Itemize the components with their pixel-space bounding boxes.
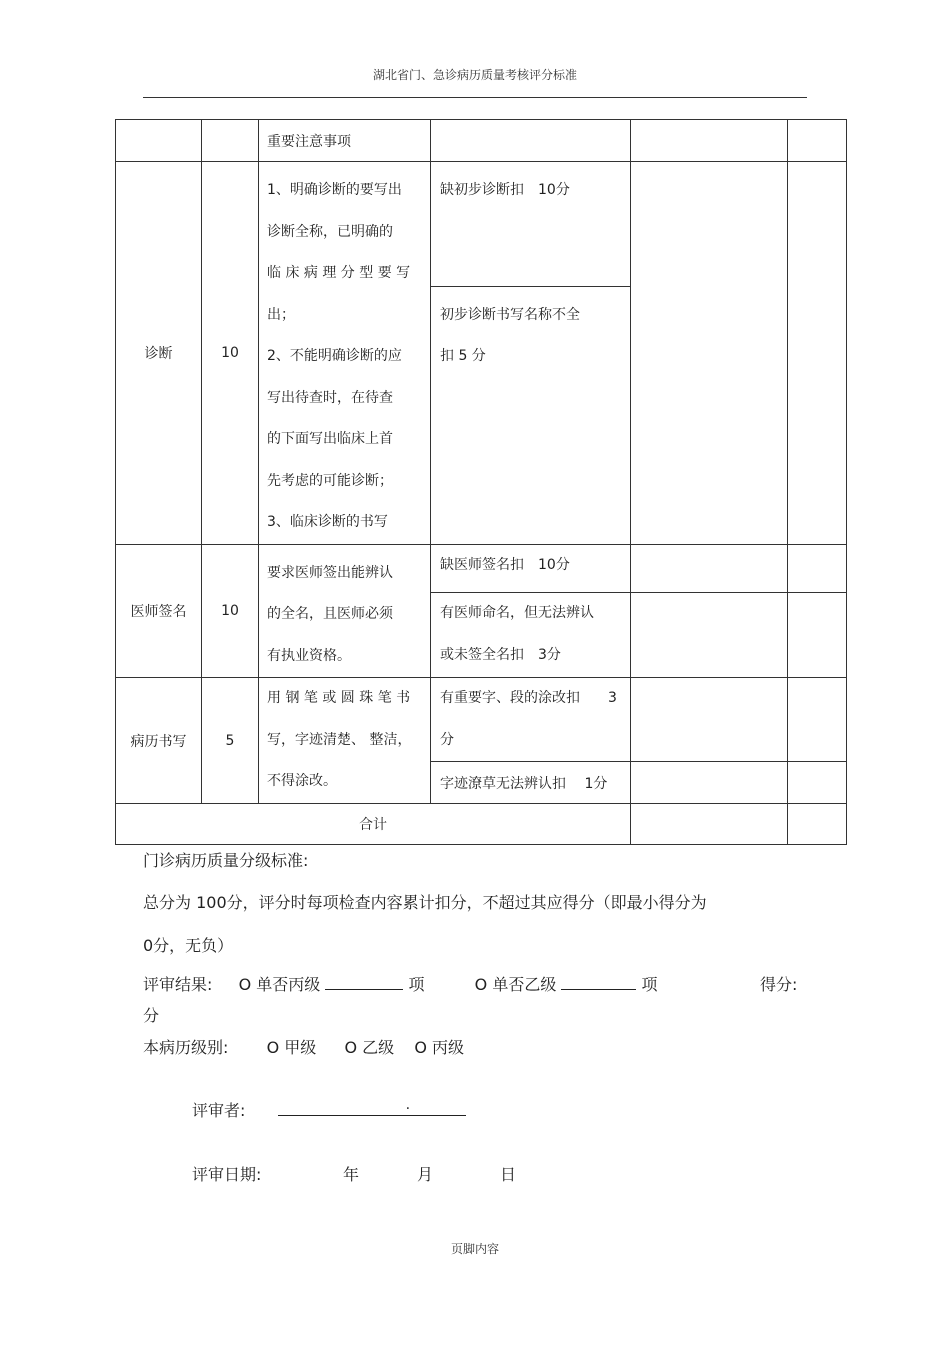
requirement-line: 用 钢 笔 或 圆 珠 笔 书 — [267, 690, 411, 706]
score-cell — [202, 678, 259, 804]
requirement-line: 写出待查时，在待查 — [267, 389, 393, 406]
reviewer-dot: . — [405, 1097, 411, 1113]
deduction-line: 扣 5 分 — [440, 348, 486, 365]
deduction-cell — [431, 678, 631, 762]
reviewer-label: 评审者: — [192, 1101, 246, 1120]
score-value: 10 — [221, 602, 239, 619]
deduction-line: 有医师命名，但无法辨认 — [440, 605, 594, 622]
notes-header-text: 重要注意事项 — [267, 133, 351, 150]
level-option-bing[interactable]: O 丙级 — [414, 1038, 465, 1057]
unit-2: 项 — [641, 975, 658, 994]
level-label: 本病历级别: — [143, 1038, 229, 1057]
deduction-cell — [431, 162, 631, 287]
yi-count-blank[interactable] — [561, 973, 636, 990]
score-value: 10 — [221, 344, 239, 361]
deduction-line: 缺医师签名扣 10分 — [440, 556, 570, 573]
level-line — [143, 1035, 464, 1058]
review-date-line — [192, 1162, 552, 1185]
score-label: 得分: — [760, 975, 798, 994]
item-label: 病历书写 — [130, 733, 187, 750]
deduction-cell — [431, 286, 631, 544]
review-result-label: 评审结果: — [143, 975, 213, 994]
option-yi: O 单否乙级 — [474, 975, 557, 994]
option-bing: O 单否丙级 — [238, 975, 321, 994]
deduction-cell — [431, 762, 631, 804]
date-day: 日 — [500, 1165, 517, 1184]
table-row-total — [116, 804, 847, 845]
requirement-line: 3、临床诊断的书写 — [267, 514, 388, 530]
requirement-line: 先考虑的可能诊断； — [267, 472, 393, 489]
deduction-line: 缺初步诊断扣 10分 — [440, 182, 570, 198]
score-unit: 分 — [143, 1006, 160, 1025]
requirement-line: 要求医师签出能辨认 — [267, 564, 393, 581]
table-row — [116, 544, 847, 593]
deduction-line: 或未签全名扣 3分 — [440, 646, 561, 663]
deduction-line: 分 — [440, 731, 454, 748]
score-value: 5 — [225, 732, 235, 749]
reviewer-blank[interactable] — [278, 1099, 466, 1116]
item-cell — [116, 544, 202, 678]
item-cell — [116, 678, 202, 804]
page-header-title: 湖北省门、急诊病历质量考核评分标准 — [372, 68, 577, 82]
requirement-line: 不得涂改。 — [267, 773, 337, 789]
requirement-line: 的下面写出临床上首 — [267, 431, 393, 447]
review-result-line — [143, 972, 823, 995]
level-option-yi[interactable]: O 乙级 — [344, 1038, 395, 1057]
grading-line-2: 0分，无负） — [143, 936, 234, 955]
requirement-line: 1、明确诊断的要写出 — [267, 182, 402, 198]
score-cell — [202, 162, 259, 545]
notes-header-cell — [259, 120, 431, 162]
requirement-line: 的全名，且医师必须 — [267, 606, 393, 622]
page-footer: 页脚内容 — [450, 1242, 499, 1256]
date-month: 月 — [417, 1165, 434, 1184]
table-row — [116, 678, 847, 762]
date-year: 年 — [343, 1165, 360, 1184]
deduction-line: 有重要字、段的涂改扣 3 — [440, 690, 617, 706]
requirement-line: 临 床 病 理 分 型 要 写 — [267, 265, 411, 281]
requirement-line: 诊断全称，已明确的 — [267, 223, 393, 240]
item-cell — [116, 162, 202, 545]
bing-count-blank[interactable] — [325, 973, 403, 990]
reviewer-line — [192, 1098, 466, 1121]
requirement-cell — [259, 162, 431, 545]
deduction-cell — [431, 544, 631, 593]
table-row — [116, 162, 847, 287]
scoring-table — [115, 119, 847, 845]
header-divider — [143, 97, 807, 98]
table-row — [116, 120, 847, 162]
level-option-jia[interactable]: O 甲级 — [266, 1038, 317, 1057]
unit-1: 项 — [408, 975, 425, 994]
deduction-line: 初步诊断书写名称不全 — [440, 306, 580, 323]
requirement-line: 出； — [267, 306, 295, 323]
grading-line-1: 总分为 100分，评分时每项检查内容累计扣分，不超过其应得分（即最小得分为 — [143, 893, 707, 912]
grading-title: 门诊病历质量分级标准: — [143, 851, 309, 870]
total-cell — [116, 804, 631, 845]
requirement-cell — [259, 678, 431, 804]
requirement-line: 2、不能明确诊断的应 — [267, 348, 402, 364]
item-label: 医师签名 — [130, 603, 187, 620]
deduction-cell — [431, 593, 631, 678]
requirement-line: 写，字迹清楚、 整洁， — [267, 731, 412, 748]
requirement-line: 有执业资格。 — [267, 647, 351, 664]
total-label: 合计 — [359, 817, 387, 833]
item-label: 诊断 — [144, 345, 173, 362]
deduction-line: 字迹潦草无法辨认扣 1分 — [440, 775, 608, 792]
date-label: 评审日期: — [192, 1165, 262, 1184]
requirement-cell — [259, 544, 431, 678]
score-cell — [202, 544, 259, 678]
